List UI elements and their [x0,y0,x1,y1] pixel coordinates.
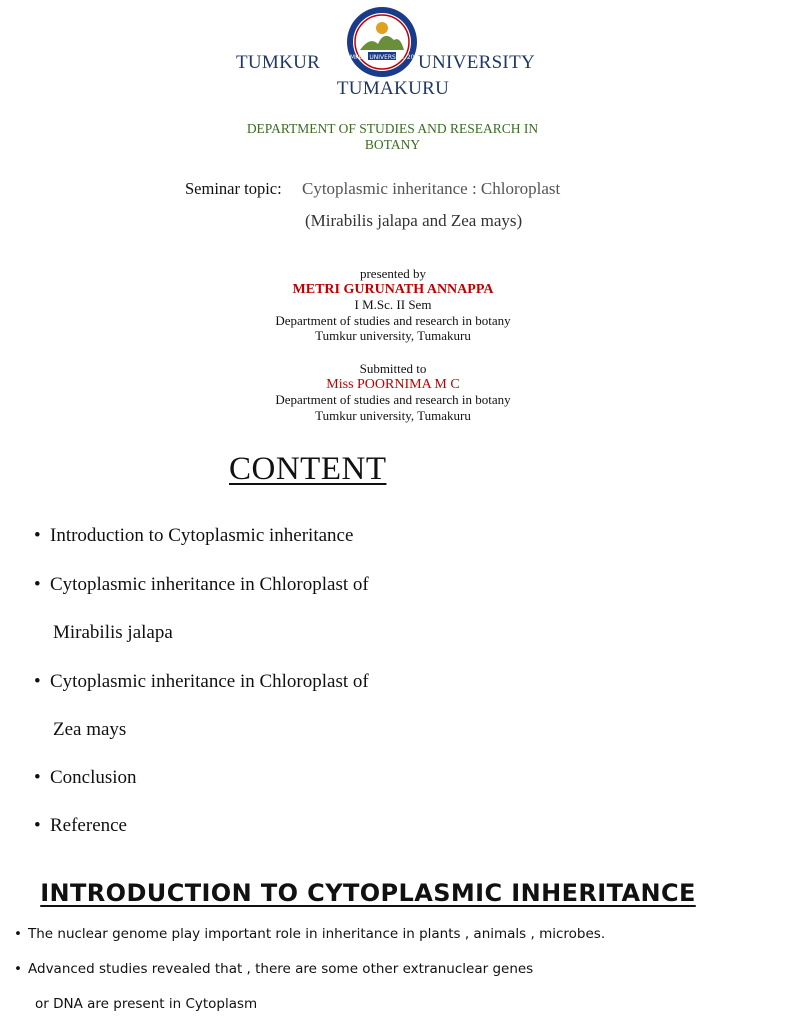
university-name-right: UNIVERSITY [418,52,535,73]
submitted-to-label: Submitted to [359,361,427,376]
department-line-2: BOTANY [364,137,421,152]
presenter-university: Tumkur university, Tumakuru [315,328,471,343]
presenter-block [0,266,786,344]
presented-by-label: presented by [359,266,427,281]
content-item: • Cytoplasmic inheritance in Chloroplast of [34,574,369,595]
content-item-continuation: Zea mays [53,719,127,740]
intro-item: • The nuclear genome play important role in inheritance in plants , animals , microbes. [14,926,606,942]
supervisor-university: Tumkur university, Tumakuru [315,407,471,423]
supervisor-name: Miss POORNIMA M C [326,376,460,392]
content-item-continuation: Mirabilis jalapa [53,622,173,643]
seminar-topic-label: Seminar topic: [185,179,282,198]
presenter-department: Department of studies and research in botany [275,312,511,328]
content-title: CONTENT [229,451,387,487]
university-name-left: TUMKUR [236,52,321,73]
intro-title: INTRODUCTION TO CYTOPLASMIC INHERITANCE [40,879,696,907]
supervisor-department: Department of studies and research in botany [275,392,511,407]
presenter-course: I M.Sc. II Sem [354,297,432,312]
seal-year: TUMKUR UNIVERSITY 2004 [341,54,423,61]
submission-block [0,361,786,423]
content-item: • Reference [34,815,127,836]
department-heading [180,121,605,153]
presenter-name: METRI GURUNATH ANNAPPA [292,281,494,297]
content-item: • Conclusion [34,767,137,788]
intro-item: • Advanced studies revealed that , there are some other extranuclear genes [14,961,534,977]
content-item: • Cytoplasmic inheritance in Chloroplast of [34,671,369,692]
intro-item-continuation: or DNA are present in Cytoplasm [35,996,258,1012]
university-city: TUMAKURU [336,78,450,99]
content-item: • Introduction to Cytoplasmic inheritance [34,525,354,546]
seminar-topic-subtitle: (Mirabilis jalapa and Zea mays) [305,211,523,230]
department-line-1: DEPARTMENT OF STUDIES AND RESEARCH IN [246,121,539,136]
university-seal-icon [341,6,423,78]
seminar-topic-title: Cytoplasmic inheritance : Chloroplast [302,179,561,198]
